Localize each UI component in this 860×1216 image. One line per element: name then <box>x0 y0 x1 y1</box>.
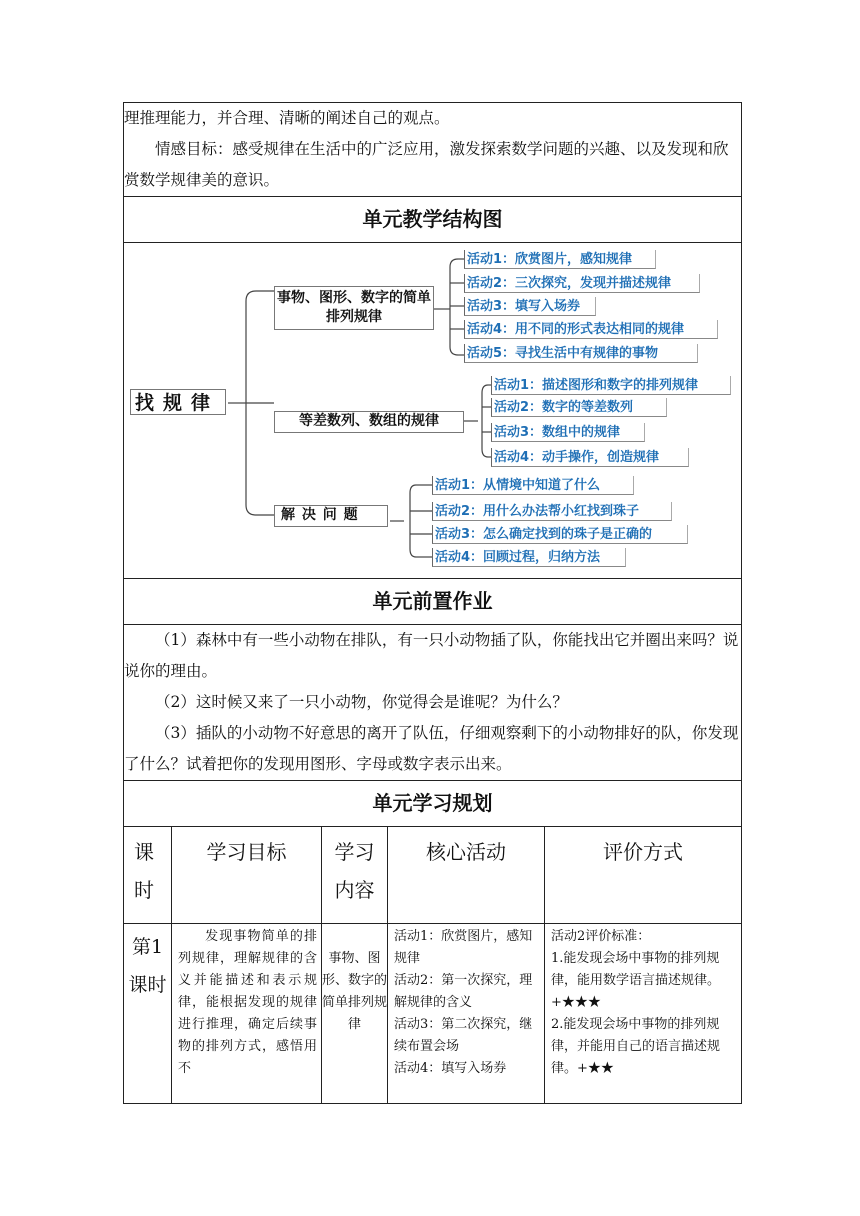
plan-row-lesson-1 <box>124 924 742 1104</box>
header-activity: 核心活动 <box>388 827 545 924</box>
branch-problem-solving: 解 决 问 题 <box>274 505 388 527</box>
lesson-content: 事物、图形、数字的简单排列规律 <box>322 924 388 1104</box>
activity-b3-1: 活动1：从情境中知道了什么 <box>432 476 634 495</box>
evaluation-heading: 活动2评价标准： <box>551 929 651 944</box>
structure-title: 单元教学结构图 <box>124 197 742 243</box>
activity-b1-5: 活动5：寻找生活中有规律的事物 <box>464 344 698 363</box>
lesson-activity-1: 活动1：欣赏图片，感知规律 <box>394 929 533 966</box>
lesson-plan-table <box>123 102 742 1104</box>
lesson-goal-text: 发现事物简单的排列规律，理解规律的含义并能描述和表示规律，能根据发现的规律进行推理，确定后续事物的排列方式，感悟用不 <box>178 929 317 1076</box>
homework-item-1: （1）森林中有一些小动物在排队，有一只小动物插了队，你能找出它并圈出来吗？说说你的理由。 <box>124 631 739 680</box>
emotion-goal: 情感目标：感受规律在生活中的广泛应用，激发探索数学问题的兴趣、以及发现和欣赏数学规律美的意识。 <box>124 140 729 189</box>
homework-cell <box>124 625 742 781</box>
activity-b1-2: 活动2：三次探究，发现并描述规律 <box>464 274 700 293</box>
homework-item-3: （3）插队的小动物不好意思的离开了队伍，仔细观察剩下的小动物排好的队，你发现了什么？试着把你的发现用图形、字母或数字表示出来。 <box>124 724 739 773</box>
lesson-activity-3: 活动3：第二次探究，继续布置会场 <box>394 1017 533 1054</box>
document-page <box>123 102 741 1104</box>
plan-header-row <box>124 827 742 924</box>
header-goal: 学习目标 <box>172 827 322 924</box>
homework-item-2: （2）这时候又来了一只小动物，你觉得会是谁呢？为什么？ <box>155 693 568 711</box>
activity-b1-4: 活动4：用不同的形式表达相同的规律 <box>464 320 718 339</box>
lesson-number: 第1课时 <box>124 924 172 1104</box>
header-content: 学习内容 <box>322 827 388 924</box>
evaluation-criterion-2: 2.能发现会场中事物的排列规律，并能用自己的语言描述规律。+★★ <box>551 1017 721 1076</box>
lesson-goal <box>172 924 322 1104</box>
homework-title: 单元前置作业 <box>124 579 742 625</box>
activity-b3-4: 活动4：回顾过程，归纳方法 <box>432 548 626 567</box>
activity-b3-3: 活动3：怎么确定找到的珠子是正确的 <box>432 525 688 544</box>
activity-b1-1: 活动1：欣赏图片，感知规律 <box>464 250 656 269</box>
intro-cell <box>124 103 742 197</box>
root-node: 找规律 <box>130 389 226 415</box>
lesson-evaluation <box>545 924 742 1104</box>
header-evaluation: 评价方式 <box>545 827 742 924</box>
activity-b1-3: 活动3：填写入场券 <box>464 297 596 316</box>
plan-title: 单元学习规划 <box>124 781 742 827</box>
activity-b2-1: 活动1：描述图形和数字的排列规律 <box>491 376 731 395</box>
header-lesson: 课时 <box>124 827 172 924</box>
intro-line-1: 理推理能力，并合理、清晰的阐述自己的观点。 <box>124 109 450 127</box>
activity-b2-4: 活动4：动手操作，创造规律 <box>491 448 689 467</box>
evaluation-criterion-1: 1.能发现会场中事物的排列规律，能用数学语言描述规律。+★★★ <box>551 951 721 1010</box>
structure-diagram-cell <box>124 243 742 579</box>
branch-simple-patterns: 事物、图形、数字的简单排列规律 <box>274 286 434 330</box>
lesson-activities <box>388 924 545 1104</box>
activity-b2-3: 活动3：数组中的规律 <box>491 423 645 442</box>
lesson-activity-4: 活动4：填写入场券 <box>394 1061 507 1076</box>
activity-b3-2: 活动2：用什么办法帮小红找到珠子 <box>432 502 672 521</box>
activity-b2-2: 活动2：数字的等差数列 <box>491 398 667 417</box>
lesson-activity-2: 活动2：第一次探究，理解规律的含义 <box>394 973 533 1010</box>
branch-arithmetic-sequences: 等差数列、数组的规律 <box>274 411 464 433</box>
structure-diagram <box>124 243 742 578</box>
